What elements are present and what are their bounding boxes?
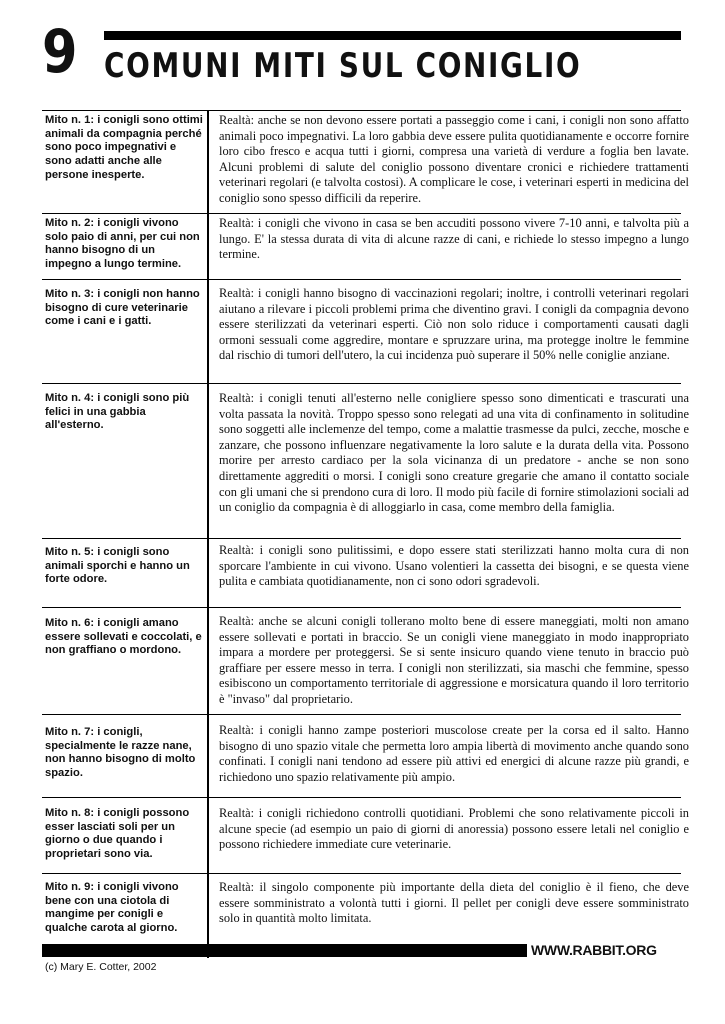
fact-text: Realtà: i conigli sono pulitissimi, e dopo essere stati sterilizzati hanno molta cura di non sporcare l'ambiente in cui vivono. Usano volentieri la cassetta dei bisogni, e se questa viene pulita e cambiata quotidianamente, non ci sono odori sgradevoli.: [219, 543, 689, 589]
fact-text: Realtà: anche se non devono essere portati a passeggio come i cani, i conigli non sono affatto animali poco impegnativi. La loro gabbia deve essere pulita quotidianamente e occorre fornire loro cibo fresco e acqua tutti i giorni, compresa una varietà di verdure a foglia ben lavate. Alcuni problemi di salute del coniglio possono diventare cronici e richiedere trattamenti veterinari regolari (e talvolta costosi). A complicare le cose, i veterinari esperti in medicina del coniglio sono spesso difficili da reperire.: [219, 113, 689, 205]
row-divider: [42, 383, 681, 384]
fact-text: Realtà: i conigli richiedono controlli quotidiani. Problemi che sono relativamente piccoli in alcune specie (ad esempio un paio di giorni di anoressia) possono essere letali nel coniglio e possono richiedere immediate cure veterinarie.: [219, 806, 689, 852]
website-link[interactable]: WWW.RABBIT.ORG: [531, 942, 657, 958]
fact-text: Realtà: i conigli hanno zampe posteriori muscolose create per la corsa ed il salto. Hanno bisogno di uno spazio vitale che permetta loro ampia libertà di movimento anche quando sono confinati. I conigli nani tendono ad essere più attivi ed energici di alcune razze più grandi, e richiedono uno spazio relativamente più ampio.: [219, 723, 689, 784]
page-title: COMUNI MITI SUL CONIGLIO: [104, 46, 582, 86]
fact-text: Realtà: anche se alcuni conigli tollerano molto bene di essere maneggiati, molti non amano essere sollevati e portati in braccio. Se un conigli viene maneggiato in modo inappropriato impara a mordere per proteggersi. Se si sente insicuro quando viene tenuto in braccio può graffiare per essere messo in terra. I conigli non sterilizzati, sia maschi che femmine, spesso esibiscono un comportamento territoriale di aggressione e morsicatura quando il loro territorio è "invaso" dal proprietario.: [219, 614, 689, 706]
fact-text: Realtà: i conigli tenuti all'esterno nelle conigliere spesso sono dimenticati e trascurati una volta passata la novità. Troppo spesso sono relegati ad una vita di confinamento in solitudine sono soggetti alle inclemenze del tempo, come a malattie trasmesse da pulci, zecche, mosche e zanzare, che possono influenzare negativamente la loro salute e la durata della vita. Possono morire per arresto cardiaco per la sola vicinanza di un predatore - anche se non sono direttamente aggrediti o morsi. I conigli sono creature gregarie che amano il contatto sociale con gli umani che si prendono cura di loro. Il modo più facile di fornire stimolazioni sociali ad un coniglio da compagnia è di alloggiarlo in casa, come membro della famiglia.: [219, 391, 689, 515]
row-divider: [42, 110, 681, 111]
myth-text: Mito n. 9: i conigli vivono bene con una ciotola di mangime per conigli e qualche carota al giorno.: [45, 881, 179, 935]
header-rule: [104, 31, 681, 40]
copyright-notice: (c) Mary E. Cotter, 2002: [45, 961, 157, 973]
myth-text: Mito n. 1: i conigli sono ottimi animali da compagnia perché sono poco impegnativi e sono adatti anche alle persone inesperte.: [45, 114, 203, 181]
row-divider: [42, 797, 681, 798]
row-divider: [42, 538, 681, 539]
header-number: 9: [42, 17, 77, 87]
fact-text: Realtà: il singolo componente più importante della dieta del coniglio è il fieno, che deve essere somministrato a volontà tutti i giorni. Il pellet per conigli deve essere somministrato solo in quantità molto limitata.: [219, 880, 689, 926]
column-divider: [207, 110, 209, 958]
myth-text: Mito n. 2: i conigli vivono solo paio di anni, per cui non hanno bisogno di un impegno a lungo termine.: [45, 217, 200, 271]
row-divider: [42, 213, 681, 214]
myth-text: Mito n. 6: i conigli amano essere sollevati e coccolati, e non graffiano o mordono.: [45, 617, 202, 657]
myth-text: Mito n. 8: i conigli possono esser lasciati soli per un giorno o due quando i proprietari sono via.: [45, 807, 190, 861]
myth-text: Mito n. 7: i conigli, specialmente le razze nane, non hanno bisogno di molto spazio.: [45, 726, 196, 780]
row-divider: [42, 873, 681, 874]
myth-text: Mito n. 4: i conigli sono più felici in una gabbia all'esterno.: [45, 392, 190, 432]
footer-rule: [42, 944, 527, 957]
myth-text: Mito n. 3: i conigli non hanno bisogno di cure veterinarie come i cani e i gatti.: [45, 288, 200, 328]
fact-text: Realtà: i conigli che vivono in casa se ben accuditi possono vivere 7-10 anni, e talvolta più a lungo. E' la stessa durata di vita di alcune razze di cani, e richiede lo stesso impegno a lungo termine.: [219, 216, 689, 262]
row-divider: [42, 714, 681, 715]
myth-text: Mito n. 5: i conigli sono animali sporchi e hanno un forte odore.: [45, 546, 190, 586]
row-divider: [42, 279, 681, 280]
row-divider: [42, 607, 681, 608]
fact-text: Realtà: i conigli hanno bisogno di vaccinazioni regolari; inoltre, i controlli veterinari regolari aiutano a rilevare i piccoli problemi prima che diventino gravi. I conigli da compagnia devono essere sterilizzati da veterinari esperti. Ciò non solo riduce i comportamenti causati dagli ormoni sessuali come aggredire, montare e spruzzare urina, ma protegge inoltre le femmine dal rischio di tumori dell'utero, la cui incidenza può superare il 50% nelle coniglie anziane.: [219, 286, 689, 363]
